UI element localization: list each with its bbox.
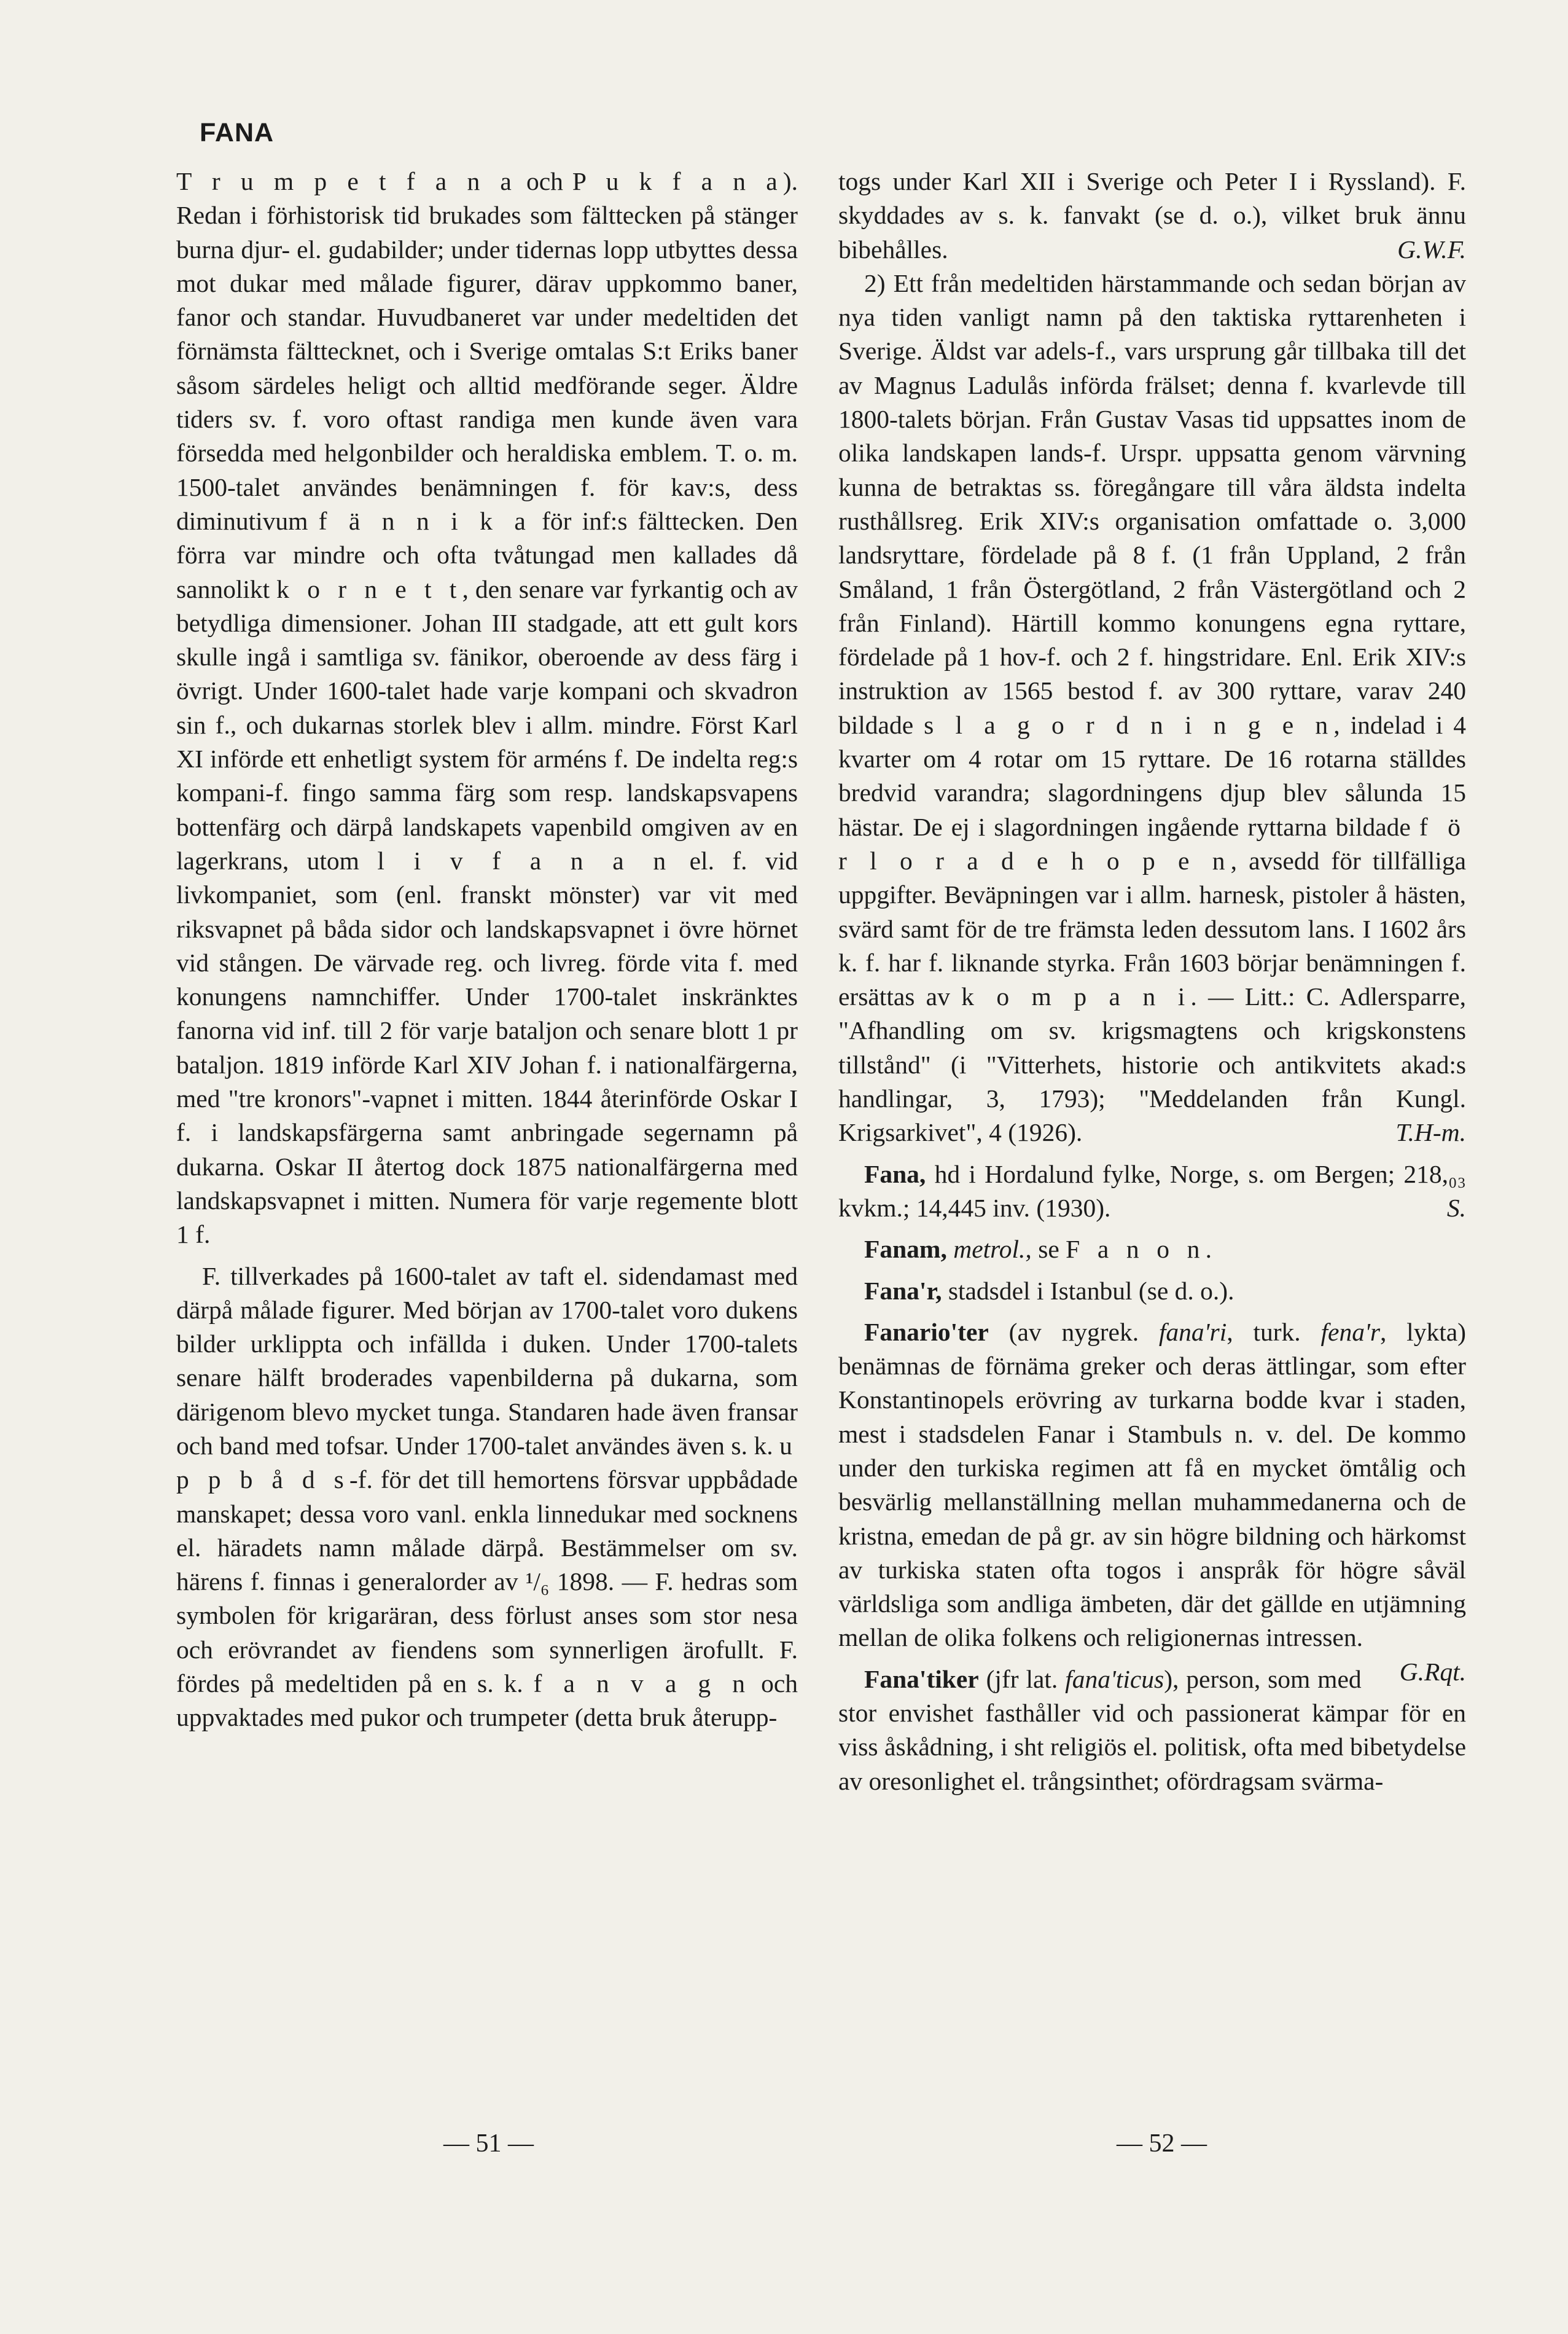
text-run: el. f. vid livkompaniet, som (enl. franskt mönster) var vit med riksvapnet på båda sidor och landskapsvapnet i övre hörnet vid stången. De värvade reg. och livreg. förde vita f. med konungens namnchiffer. Under 1700-talet inskränktes fanorna vid inf. till 2 för varje bataljon och senare blott 1 pr bataljon. 1819 införde Karl XIV Johan f. i nationalfärgerna, med "tre kronors"-vapnet i mitten. 1844 återinförde Oskar I f. i landskapsfärgerna samt anbringade segernamn på dukarna. Oskar II återtog dock 1875 nationalfärgerna med landskapsvapnet i mitten. Numera för varje regemente blott 1 f. xyxy=(176,846,798,1249)
text-run: 2) Ett från medeltiden härstammande och sedan början av nya tiden vanligt namn på den taktiska ryttarenheten i Sverige. Äldst var adels-f., vars ursprung går tillbaka till det av Magnus Ladulås införda frälset; denna f. kvarlevde till 1800-talets början. Från Gustav Vasas tid uppsattes inom de olika landskapen lands-f. Urspr. uppsatta genom värvning kunna de betraktas ss. föregångare till våra äldsta indelta rusthållsreg. Erik XIV:s organisation omfattade o. 3,000 landsryttare, fördelade på 8 f. (1 från Uppland, 2 från Småland, 1 från Östergötland, 2 från Västergötland och 2 från Finland). Härtill kommo konungens egna ryttare, fördelade på 1 hov-f. och 2 f. hingstridare. Enl. Erik XIV:s instruktion av 1565 bestod f. av 300 ryttare, varav 240 bildade xyxy=(838,268,1466,739)
article-paragraph xyxy=(176,1259,798,1735)
entry-headword: Fanario'ter xyxy=(864,1317,989,1346)
spaced-term: l i v f a n a n xyxy=(377,846,672,875)
text-run: togs under Karl XII i Sverige och Peter I i Ryssland). F. skyddades av s. k. fanvakt (se d. o.), vilket bruk ännu bibehålles. xyxy=(838,167,1466,264)
text-run: , avsedd för tillfälliga uppgifter. Beväpningen var i allm. harnesk, pistoler å hästen, svärd samt för de tre främsta leden dessutom lans. I 1602 års k. f. har f. liknande styrka. Från 1603 börjar benämningen f. ersättas av xyxy=(838,846,1466,1011)
running-header: FANA xyxy=(200,118,275,147)
left-column xyxy=(176,165,798,1735)
text-run: och uppvaktades med pukor och trumpeter (detta bruk återupp- xyxy=(176,1669,798,1732)
text-run: metrol., xyxy=(946,1235,1032,1264)
spaced-term: f ö r l o r a d e h o p e n xyxy=(838,812,1466,875)
text-run: fena'r xyxy=(1320,1317,1380,1346)
text-run: ), person, som med stor envishet fasthåller vid och passionerat kämpar för en viss åskådning, i sht religiös el. politisk, ofta med bibetydelse av oresonlighet el. trångsinthet; ofördragsam svärma- xyxy=(838,1664,1466,1795)
text-run: se xyxy=(1031,1235,1066,1264)
author-signature: G.Rqt. xyxy=(1399,1657,1466,1686)
page-number-left: — 51 — xyxy=(443,2129,534,2158)
article-paragraph xyxy=(176,165,798,1252)
spaced-term: P u k f a n a xyxy=(572,167,783,195)
text-run: fana'ri xyxy=(1158,1317,1227,1346)
text-run: fana'ticus xyxy=(1065,1664,1164,1693)
entry-fana xyxy=(838,1157,1466,1226)
author-signature: G.W.F. xyxy=(1397,235,1466,264)
text-run: , lykta) benämnas de förnäma greker och deras ättlingar, som efter Konstantinopels erövring av turkarna bodde kvar i staden, mest i stadsdelen Fanar i Stambuls n. v. del. De kommo under den turkiska regimen att få en mycket ömtålig och besvärlig mellanställning mellan muhammedanerna och de kristna, emedan de på gr. av sin högre bildning och härkomst av turkiska staten ofta togos i anspråk för högre såväl världsliga som andliga ämbeten, där det gällde en utjämning mellan de olika folkens och religionernas intressen. xyxy=(838,1317,1466,1652)
spaced-term: F a n o n xyxy=(1066,1235,1206,1264)
entry-headword: Fana'tiker xyxy=(864,1664,979,1693)
text-run: , turk. xyxy=(1227,1317,1321,1346)
text-run: -f. för det till hemortens försvar uppbådade manskapet; dessa voro vanl. enkla linnedukar med socknens el. häradets namn målade därpå. Bestämmelser om sv. härens f. finnas i generalorder av ¹/₆ 1898. — F. hedras som symbolen för krigaräran, dess förlust anses som stor nesa och erövrandet av fiendens som synnerligen ärofullt. F. fördes på medeltiden på en s. k. xyxy=(176,1465,798,1698)
spaced-term: f a n v a g n xyxy=(533,1669,751,1698)
author-signature: S. xyxy=(1446,1193,1466,1222)
text-run: . xyxy=(1205,1235,1212,1264)
spaced-term: T r u m p e t f a n a xyxy=(176,167,517,195)
spaced-term: u p p b å d s xyxy=(176,1431,798,1494)
spaced-term: k o r n e t t xyxy=(276,574,462,603)
spaced-term: s l a g o r d n i n g e n xyxy=(924,710,1334,739)
article-paragraph xyxy=(838,165,1466,267)
text-run: hd i Hordalund fylke, Norge, s. om Bergen; 218,₀₃ kvkm.; 14,445 inv. (1930). xyxy=(838,1159,1466,1222)
text-run: (jfr lat. xyxy=(978,1664,1066,1693)
author-signature: T.H-m. xyxy=(1395,1118,1466,1147)
text-run: för inf:s fälttecken. Den förra var mindre och ofta tvåtungad men kallades då sannolikt xyxy=(176,506,798,603)
text-run: stadsdel i Istanbul (se d. o.). xyxy=(942,1276,1235,1305)
right-column xyxy=(838,165,1466,1798)
text-run: ). Redan i förhistorisk tid brukades som fälttecken på stänger burna djur- el. gudabilder; under tidernas lopp utbyttes dessa mot dukar med målade figurer, därav uppkommo baner, fanor och standar. Huvudbaneret var under medeltiden det förnämsta fälttecknet, och i Sverige omtalas S:t Eriks baner såsom särdeles heligt och alltid medförande seger. Äldre tiders sv. f. voro oftast randiga men kunde även vara försedda med helgonbilder och heraldiska emblem. T. o. m. 1500-talet användes benämningen f. för kav:s, dess diminutivum xyxy=(176,167,798,535)
entry-fanam xyxy=(838,1232,1466,1266)
spaced-term: f ä n n i k a xyxy=(318,506,531,535)
entry-fanar xyxy=(838,1274,1466,1308)
text-run: . — Litt.: C. Adlersparre, "Afhandling om sv. krigsmagtens och krigskonstens tillstånd" (i "Vitterhets, historie och antikvitets akad:s handlingar, 3, 1793); "Meddelanden från Kungl. Krigsarkivet", 4 (1926). xyxy=(838,982,1467,1147)
text-run: F. tillverkades på 1600-talet av taft el. sidendamast med därpå målade figurer. Med början av 1700-talet voro dukens bilder urklippta och infällda i duken. Under 1700-talets senare hälft broderades vapenbilderna på dukarna, som därigenom blevo mycket tunga. Standaren hade även fransar och band med tofsar. Under 1700-talet användes även s. k. xyxy=(176,1261,798,1460)
text-run: , indelad i 4 kvarter om 4 rotar om 15 ryttare. De 16 rotarna ställdes bredvid varandra; slagordningens djup blev sålunda 15 hästar. De ej i slagordningen ingående ryttarna bildade xyxy=(838,710,1467,841)
entry-headword: Fana, xyxy=(864,1159,926,1188)
entry-headword: Fanam, xyxy=(864,1235,947,1264)
entry-headword: Fana'r, xyxy=(864,1276,942,1305)
text-run: , den senare var fyrkantig och av betydliga dimensioner. Johan III stadgade, att ett gult kors skulle ingå i samtliga sv. fänikor, oberoende av dess färg i övrigt. Under 1600-talet hade varje kompani och skvadron sin f., och dukarnas storlek blev i allm. mindre. Först Karl XI införde ett enhetligt system för arméns f. De indelta reg:s kompani-f. fingo samma färg som resp. landskapsvapens bottenfärg och därpå landskapets vapenbild omgiven av en lagerkrans, utom xyxy=(176,574,798,875)
page-number-right: — 52 — xyxy=(1117,2129,1207,2158)
text-run: och xyxy=(517,167,572,195)
spaced-term: k o m p a n i xyxy=(961,982,1191,1011)
text-run: (av nygrek. xyxy=(988,1317,1159,1346)
article-paragraph xyxy=(838,267,1466,1150)
